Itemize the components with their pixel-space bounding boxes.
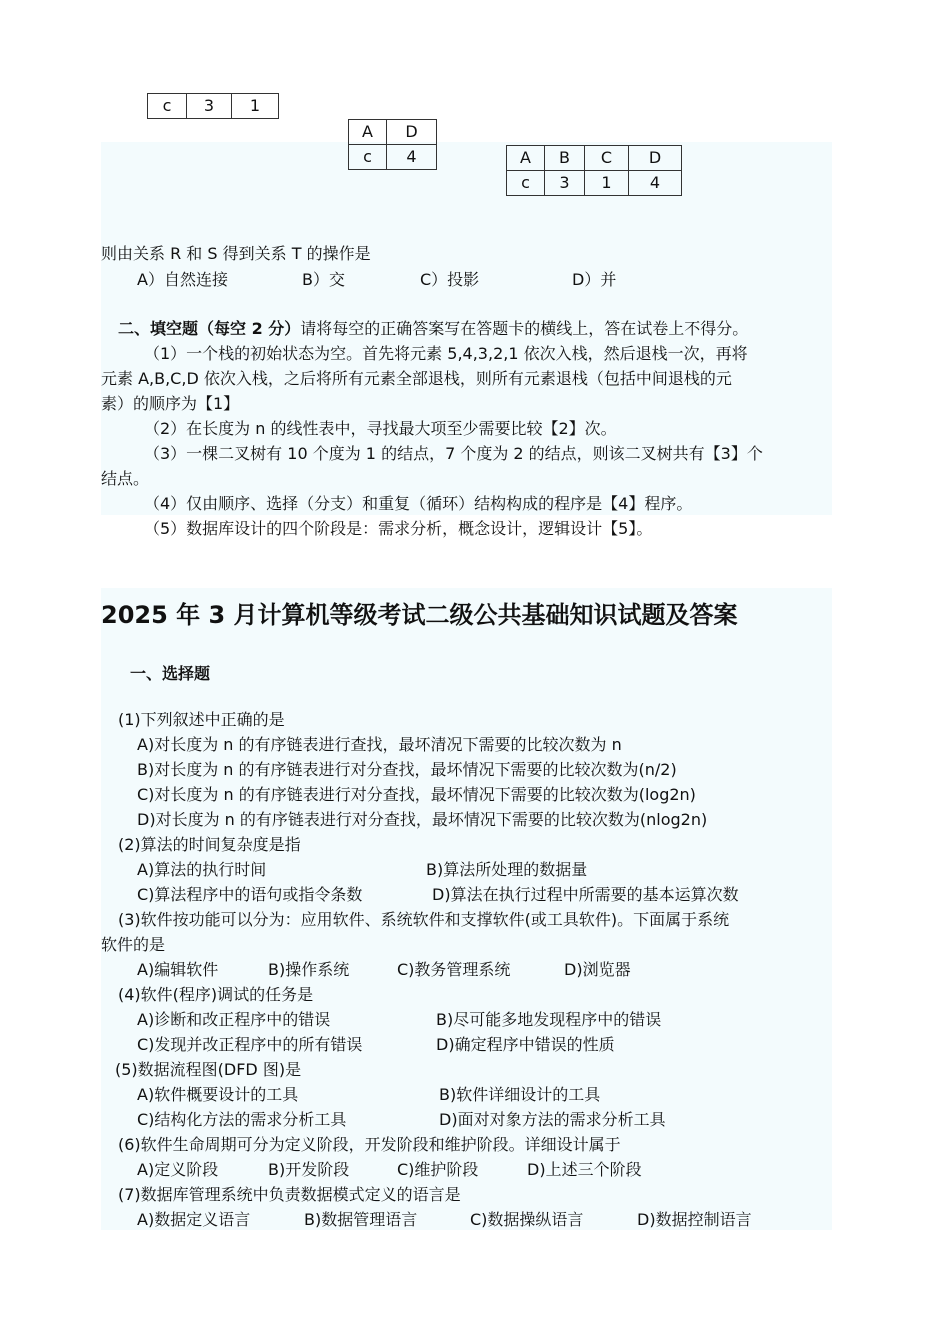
relation-r-table [147, 93, 279, 119]
q3-option-a: A)编辑软件 [137, 960, 219, 979]
question-1: (1)下列叙述中正确的是 [118, 710, 285, 729]
q6-option-d: D)上述三个阶段 [527, 1160, 642, 1179]
q4-option-b: B)尽可能多地发现程序中的错误 [436, 1010, 662, 1029]
table-cell: 1 [232, 94, 279, 119]
table-cell: c [507, 171, 545, 196]
table-cell: B [545, 146, 585, 171]
table-cell: A [507, 146, 545, 171]
q7-option-c: C)数据操纵语言 [470, 1210, 584, 1229]
q5-option-d: D)面对对象方法的需求分析工具 [439, 1110, 666, 1129]
option-c: C）投影 [420, 270, 480, 289]
q3-option-b: B)操作系统 [268, 960, 350, 979]
question-4: (4)软件(程序)调试的任务是 [118, 985, 314, 1004]
q1-option-c: C)对长度为 n 的有序链表进行对分查找，最坏情况下需要的比较次数为(log2n) [137, 785, 696, 804]
q5-option-a: A)软件概要设计的工具 [137, 1085, 299, 1104]
fill-question-1-cont: 元素 A,B,C,D 依次入栈，之后将所有元素全部退栈，则所有元素退栈（包括中间退栈的元 [101, 369, 732, 388]
q7-option-b: B)数据管理语言 [304, 1210, 418, 1229]
q4-option-d: D)确定程序中错误的性质 [436, 1035, 615, 1054]
q1-option-b: B)对长度为 n 的有序链表进行对分查找，最坏情况下需要的比较次数为(n/2) [137, 760, 677, 779]
q6-option-c: C)维护阶段 [397, 1160, 479, 1179]
fill-question-1-cont2: 素）的顺序为【1】 [101, 394, 240, 413]
option-a: A）自然连接 [137, 270, 228, 289]
question-3: (3)软件按功能可以分为：应用软件、系统软件和支撑软件(或工具软件)。下面属于系统 [118, 910, 730, 929]
option-b: B）交 [302, 270, 345, 289]
question-6: (6)软件生命周期可分为定义阶段，开发阶段和维护阶段。详细设计属于 [118, 1135, 621, 1154]
table-cell: A [349, 120, 387, 145]
q2-option-b: B)算法所处理的数据量 [426, 860, 588, 879]
fill-question-1: （1）一个栈的初始状态为空。首先将元素 5,4,3,2,1 依次入栈，然后退栈一次，再将 [144, 344, 748, 363]
question-3-cont: 软件的是 [101, 935, 166, 954]
relation-s-table [348, 119, 437, 170]
table-cell: D [629, 146, 682, 171]
q6-option-a: A)定义阶段 [137, 1160, 219, 1179]
table-cell: c [148, 94, 187, 119]
q2-option-c: C)算法程序中的语句或指令条数 [137, 885, 363, 904]
q5-option-b: B)软件详细设计的工具 [439, 1085, 601, 1104]
q5-option-c: C)结构化方法的需求分析工具 [137, 1110, 347, 1129]
question-2: (2)算法的时间复杂度是指 [118, 835, 301, 854]
option-d: D）并 [572, 270, 617, 289]
question-stem: 则由关系 R 和 S 得到关系 T 的操作是 [101, 244, 371, 263]
fill-question-2: （2）在长度为 n 的线性表中，寻找最大项至少需要比较【2】次。 [144, 419, 617, 438]
section-heading-instruction: 请将每空的正确答案写在答题卡的横线上，答在试卷上不得分。 [300, 319, 749, 338]
q1-option-a: A)对长度为 n 的有序链表进行查找，最坏清况下需要的比较次数为 n [137, 735, 622, 754]
section-heading-bold: 二、填空题（每空 2 分） [118, 319, 301, 338]
q3-option-c: C)教务管理系统 [397, 960, 511, 979]
q2-option-a: A)算法的执行时间 [137, 860, 267, 879]
fill-question-3: （3）一棵二叉树有 10 个度为 1 的结点，7 个度为 2 的结点，则该二叉树共有【3】个 [144, 444, 763, 463]
fill-question-3-cont: 结点。 [101, 469, 150, 488]
table-cell: 3 [187, 94, 232, 119]
q4-option-c: C)发现并改正程序中的所有错误 [137, 1035, 363, 1054]
q4-option-a: A)诊断和改正程序中的错误 [137, 1010, 331, 1029]
q7-option-d: D)数据控制语言 [637, 1210, 752, 1229]
document-title: 2025 年 3 月计算机等级考试二级公共基础知识试题及答案 [101, 601, 738, 629]
question-5: (5)数据流程图(DFD 图)是 [115, 1060, 302, 1079]
fill-question-4: （4）仅由顺序、选择（分支）和重复（循环）结构构成的程序是【4】程序。 [144, 494, 693, 513]
q7-option-a: A)数据定义语言 [137, 1210, 251, 1229]
table-cell: 3 [545, 171, 585, 196]
q6-option-b: B)开发阶段 [268, 1160, 350, 1179]
table-cell: C [585, 146, 629, 171]
table-cell: 4 [387, 145, 437, 170]
question-7: (7)数据库管理系统中负责数据模式定义的语言是 [118, 1185, 461, 1204]
choice-section-heading: 一、选择题 [130, 664, 211, 683]
q1-option-d: D)对长度为 n 的有序链表进行对分查找，最坏情况下需要的比较次数为(nlog2n) [137, 810, 708, 829]
q2-option-d: D)算法在执行过程中所需要的基本运算次数 [432, 885, 739, 904]
fill-section-heading [118, 318, 748, 340]
table-cell: c [349, 145, 387, 170]
relation-t-table [506, 145, 682, 196]
table-cell: D [387, 120, 437, 145]
table-cell: 1 [585, 171, 629, 196]
table-cell: 4 [629, 171, 682, 196]
fill-question-5: （5）数据库设计的四个阶段是：需求分析，概念设计，逻辑设计【5】。 [144, 519, 653, 538]
q3-option-d: D)浏览器 [564, 960, 631, 979]
